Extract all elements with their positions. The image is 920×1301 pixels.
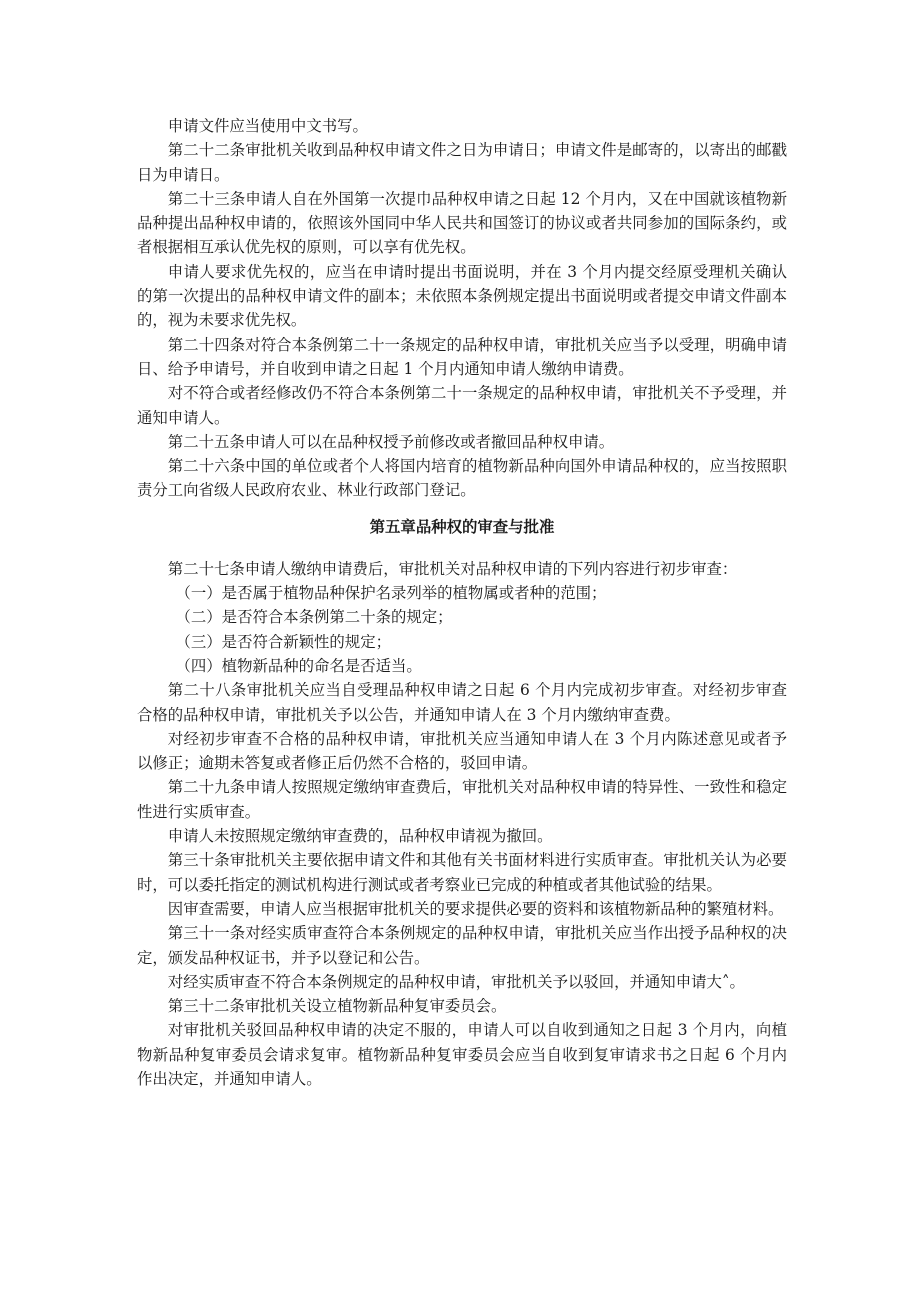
paragraph: 对经初步审查不合格的品种权申请，审批机关应当通知申请人在 3 个月内陈述意见或者予以修正；逾期未答复或者修正后仍然不合格的，驳回申请。 — [137, 729, 787, 773]
paragraph: 申请文件应当使用中文书写。 — [167, 117, 368, 135]
paragraph: 第二十三条申请人自在外国第一次提巾品种权申请之日起 12 个月内，又在中国就该植物新品种提出品种权申请的，依照该外国同中华人民共和国签订的协议或者共同参加的国际条约，或者根据相互承认优先权的原则，可以享有优先权。 — [137, 189, 787, 257]
paragraph: 第二十四条对符合本条例第二十一条规定的品种权申请，审批机关应当予以受理，明确申请日、给予申请号，并自收到申请之日起 1 个月内通知申请人缴纳申请费。 — [137, 335, 787, 378]
document-page — [137, 114, 787, 1091]
paragraph: 申请人要求优先权的，应当在申请时提出书面说明，并在 3 个月内提交经原受理机关确认的第一次提出的品种权申请文件的副本；未依照本条例规定提出书面说明或者提交申请文件副本的，视为未要求优先权。 — [137, 262, 787, 330]
paragraph: 第二十二条审批机关收到品种权申请文件之日为申请日；申请文件是邮寄的，以寄出的邮戳日为申请日。 — [137, 141, 787, 184]
list-item: （四）植物新品种的命名是否适当。 — [175, 656, 422, 675]
paragraph: 对审批机关驳回品种权申请的决定不服的，申请人可以自收到通知之日起 3 个月内，向植物新品种复审委员会请求复审。植物新品种复审委员会应当自收到复审请求书之日起 6 个月内作出决定，并通知申请人。 — [137, 1021, 787, 1088]
list-item: （二）是否符合本条例第二十条的规定； — [175, 608, 453, 627]
paragraph: 因审查需要，申请人应当根据审批机关的要求提供必要的资料和该植物新品种的繁殖材料。 — [167, 899, 784, 918]
article-27: 第二十七条申请人缴纳申请费后，审批机关对品种权申请的下列内容进行初步审查： — [167, 559, 738, 578]
paragraph: 对不符合或者经修改仍不符合本条例第二十一条规定的品种权申请，审批机关不予受理，并通知申请人。 — [137, 384, 787, 427]
paragraph: 申请人未按照规定缴纳审查费的，品种权申请视为撤回。 — [167, 827, 553, 846]
chapter-title: 第五章品种权的审查与批准 — [369, 517, 555, 536]
list-item: （一）是否属于植物品种保护名录列举的植物属或者种的范围； — [175, 584, 607, 603]
paragraph: 第二十八条审批机关应当自受理品种权申请之日起 6 个月内完成初步审查。对经初步审查合格的品种权申请，审批机关予以公告，并通知申请人在 3 个月内缴纳审查费。 — [137, 681, 787, 724]
paragraph: 第三十二条审批机关设立植物新品种复审委员会。 — [167, 997, 507, 1016]
paragraph: 第三十一条对经实质审查符合本条例规定的品种权申请，审批机关应当作出授予品种权的决定，颁发品种权证书，并予以登记和公告。 — [137, 924, 787, 967]
paragraph: 第二十九条申请人按照规定缴纳审查费后，审批机关对品种权申请的特异性、一致性和稳定性进行实质审查。 — [137, 778, 787, 821]
list-item: （三）是否符合新颖性的规定； — [175, 632, 391, 651]
paragraph: 第三十条审批机关主要依据申请文件和其他有关书面材料进行实质审查。审批机关认为必要时，可以委托指定的测试机构进行测试或者考察业已完成的种植或者其他试验的结果。 — [137, 851, 787, 894]
paragraph: 第二十六条中国的单位或者个人将国内培育的植物新品种向国外申请品种权的，应当按照职责分工向省级人民政府农业、林业行政部门登记。 — [137, 457, 787, 500]
paragraph: 第二十五条申请人可以在品种权授予前修改或者撤回品种权申请。 — [167, 432, 615, 451]
paragraph: 对经实质审查不符合本条例规定的品种权申请，审批机关予以驳回，并通知申请大˄。 — [167, 972, 745, 991]
